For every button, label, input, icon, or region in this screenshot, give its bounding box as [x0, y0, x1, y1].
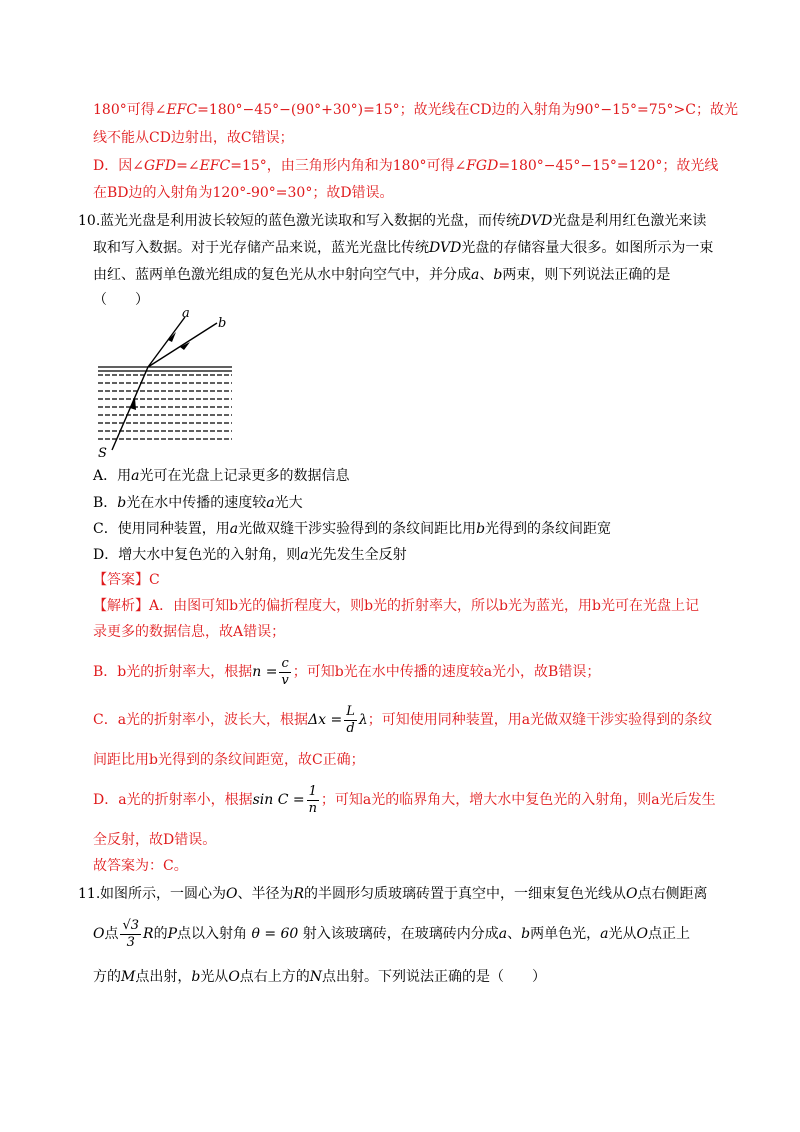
- sol9-line-2: 线不能从CD边射出，故C错误；: [93, 130, 294, 146]
- q10-text: 光盘的存储容量大很多。如图所示为一束: [461, 240, 714, 256]
- sol9-text: 180°可得∠: [93, 102, 167, 118]
- q10-analysis-d-line-2: 全反射，故D错误。: [93, 832, 217, 848]
- q10-dvd: DVD: [429, 240, 462, 256]
- label-s: S: [98, 446, 107, 460]
- q10-var-b: b: [493, 267, 503, 283]
- q10-option-c[interactable]: [93, 519, 611, 539]
- label-b: b: [218, 316, 227, 331]
- q10-text: 两束，则下列说法正确的是: [502, 267, 671, 283]
- q11-var-o: O: [93, 926, 105, 942]
- q10-analysis-d: [93, 780, 716, 820]
- q10-dvd: DVD: [520, 213, 553, 229]
- opt-text: 光得到的条纹间距宽: [485, 521, 612, 537]
- q11-text: 的: [153, 926, 168, 942]
- q11-var-o: O: [626, 886, 638, 902]
- analysis-text: C．a光的折射率小，波长大，根据: [93, 712, 309, 728]
- sol9-line-3: [93, 156, 718, 176]
- q10-option-b[interactable]: [93, 493, 303, 513]
- q11-var-r: R: [293, 886, 305, 902]
- ray-a: [148, 317, 185, 367]
- q11-text: 的半圆形匀质玻璃砖置于真空中，一细束复色光线从: [304, 886, 627, 902]
- incident-arrow: [130, 398, 136, 410]
- q11-text: 、半径为: [237, 886, 294, 902]
- opt-text: B．: [93, 495, 118, 511]
- opt-text: 光先发生全反射: [308, 547, 407, 563]
- analysis-text: ；可知b光在水中传播的速度较a光小，故B错误；: [292, 664, 601, 680]
- q11-var-p: P: [167, 926, 178, 942]
- q11-stem-line-2: [93, 914, 690, 954]
- q10-option-d[interactable]: [93, 545, 407, 565]
- sol9-angle-fgd: FGD: [466, 158, 499, 174]
- q10-analysis-line-1: 【解析】A．由图可知b光的偏折程度大，则b光的折射率大，所以b光为蓝光，用b光可在光盘上记: [93, 598, 699, 614]
- q10-analysis-c: [93, 700, 712, 740]
- sol9-text: =∠: [176, 158, 200, 174]
- q10-text: 、: [479, 267, 494, 283]
- frac-num: c: [281, 655, 289, 671]
- frac-den: 3: [126, 934, 135, 950]
- q10-stem-line-2: [93, 238, 713, 258]
- q10-text: 蓝光光盘是利用波长较短的蓝色激光读取和写入数据的光盘，而传统: [100, 213, 520, 229]
- refraction-figure: [90, 305, 240, 460]
- opt-var: a: [300, 547, 309, 563]
- sol9-line-1: [93, 100, 738, 120]
- q11-var-o: O: [226, 886, 238, 902]
- q10-text: 取和写入数据。对于光存储产品来说，蓝光光盘比传统: [93, 240, 429, 256]
- formula-sinc: sin C =: [252, 792, 305, 808]
- analysis-text: ；可知a光的临界角大，增大水中复色光的入射角，则a光后发生: [320, 792, 716, 808]
- opt-text: 光可在光盘上记录更多的数据信息: [139, 468, 350, 484]
- q11-var-b: b: [191, 969, 201, 985]
- q11-var-o: O: [228, 969, 240, 985]
- q11-text: 光从: [608, 926, 637, 942]
- q11-var-a: a: [498, 926, 508, 942]
- q11-number: 11.: [78, 886, 101, 902]
- q10-stem-line-3: [93, 265, 670, 285]
- q10-text: 光盘是利用红色激光来读: [552, 213, 707, 229]
- q11-text: 点以入射角: [177, 926, 248, 942]
- q11-text: 、: [507, 926, 522, 942]
- q11-text: 点正上: [647, 926, 690, 942]
- opt-var: b: [476, 521, 486, 537]
- fraction-1-over-n: [307, 784, 319, 817]
- fraction-c-over-v: [279, 656, 290, 689]
- opt-text: 光在水中传播的速度较: [126, 495, 267, 511]
- analysis-text: B．b光的折射率大，根据: [93, 664, 253, 680]
- q11-text: 光从: [200, 969, 229, 985]
- frac-num: 1: [308, 783, 317, 799]
- opt-var: a: [266, 495, 275, 511]
- formula-lambda: λ: [358, 712, 368, 728]
- q11-stem-line-1: [100, 884, 708, 904]
- frac-num: L: [346, 703, 355, 719]
- q10-blank: （ ）: [93, 292, 149, 308]
- q10-stem-line-1: [100, 211, 706, 231]
- formula-dx: Δx =: [308, 712, 343, 728]
- analysis-text: ；可知使用同种装置，用a光做双缝干涉实验得到的条纹: [367, 712, 713, 728]
- fraction-l-over-d: [344, 704, 357, 737]
- q11-theta: θ = 60: [251, 926, 299, 942]
- q10-text: 由红、蓝两单色激光组成的复色光从水中射向空气中，并分成: [93, 267, 471, 283]
- sol9-text: D．因∠: [93, 158, 144, 174]
- q11-var-n: N: [309, 969, 323, 985]
- q10-analysis-c-line-2: 间距比用b光得到的条纹间距宽，故C正确；: [93, 752, 365, 768]
- opt-var: a: [229, 521, 239, 537]
- q11-var-b: b: [521, 926, 531, 942]
- q11-var-r: R: [143, 926, 154, 942]
- q10-analysis-line-2: 录更多的数据信息，故A错误；: [93, 624, 286, 640]
- opt-text: D．增大水中复色光的入射角，则: [93, 547, 301, 563]
- opt-var: b: [117, 495, 127, 511]
- opt-text: 光做双缝干涉实验得到的条纹间距比用: [238, 521, 477, 537]
- opt-var: a: [131, 468, 140, 484]
- q10-answer: 【答案】C: [93, 572, 160, 588]
- water-surface-lines: [98, 367, 232, 439]
- sol9-line-4: 在BD边的入射角为120°-90°=30°；故D错误。: [93, 185, 394, 201]
- q10-number: 10.: [78, 213, 101, 229]
- sol9-angle-gfd: GFD: [143, 158, 177, 174]
- frac-num: √3: [122, 917, 140, 933]
- q11-var-a: a: [600, 926, 609, 942]
- ray-b: [148, 323, 217, 367]
- frac-den: d: [346, 720, 355, 736]
- q11-text: 点右上方的: [239, 969, 310, 985]
- q11-text: 点出射。下列说法正确的是（ ）: [322, 969, 547, 985]
- q10-analysis-b: [93, 652, 600, 692]
- q11-text: 射入该玻璃砖，在玻璃砖内分成: [302, 926, 499, 942]
- sol9-angle-efc: EFC: [199, 158, 231, 174]
- sol9-angle-efc: EFC: [166, 102, 198, 118]
- q10-final-answer: 故答案为：C。: [93, 858, 188, 874]
- frac-den: n: [308, 800, 317, 816]
- q11-var-o: O: [636, 926, 648, 942]
- label-a: a: [182, 306, 190, 321]
- opt-text: C．使用同种装置，用: [93, 521, 230, 537]
- frac-den: v: [281, 672, 289, 688]
- q10-var-a: a: [471, 267, 480, 283]
- incident-ray: [112, 367, 148, 450]
- opt-text: A．用: [93, 468, 132, 484]
- opt-text: 光大: [274, 495, 303, 511]
- q11-text: 方的: [93, 969, 121, 985]
- q11-text: 点右侧距离: [637, 886, 708, 902]
- sol9-text: =180°−45°−15°=120°；故光线: [498, 158, 719, 174]
- q11-text: 点: [104, 926, 119, 942]
- q11-text: 如图所示，一圆心为: [100, 886, 226, 902]
- q11-text: 两单色光，: [530, 926, 601, 942]
- q11-var-m: M: [121, 969, 136, 985]
- fraction-sqrt3-over-3: [120, 918, 141, 951]
- sol9-text: =180°−45°−(90°+30°)=15°；故光线在CD边的入射角为90°−15°=75°>C；故光: [197, 102, 738, 118]
- q10-option-a[interactable]: [93, 466, 349, 486]
- q11-stem-line-3: [93, 967, 546, 987]
- analysis-text: D．a光的折射率小，根据: [93, 792, 253, 808]
- q11-text: 点出射，: [135, 969, 192, 985]
- sol9-text: =15°，由三角形内角和为180°可得∠: [230, 158, 467, 174]
- formula-n: n =: [252, 664, 278, 680]
